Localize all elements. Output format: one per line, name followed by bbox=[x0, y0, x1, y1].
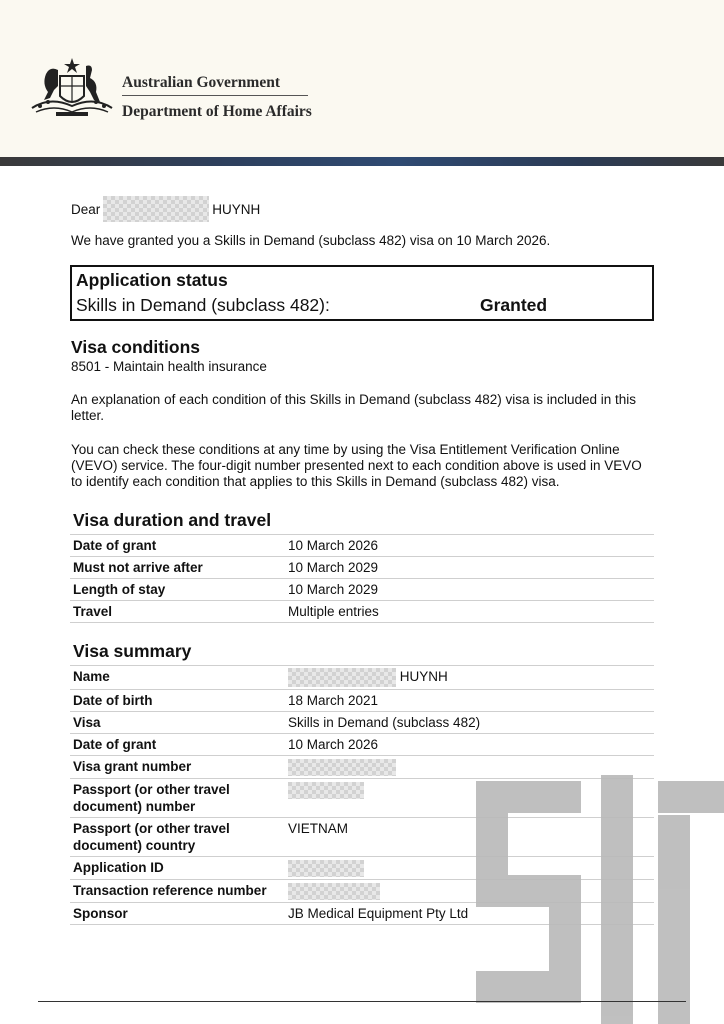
row-value: 18 March 2021 bbox=[285, 690, 654, 712]
table-row bbox=[70, 579, 654, 601]
row-value: 10 March 2026 bbox=[285, 535, 654, 557]
table-row bbox=[70, 734, 654, 756]
row-label: Application ID bbox=[70, 856, 285, 879]
coat-of-arms-icon bbox=[26, 56, 118, 120]
row-label: Visa grant number bbox=[70, 756, 285, 779]
visa-duration-table bbox=[70, 534, 654, 623]
row-value: HUYNH bbox=[399, 669, 448, 685]
salutation-word: Dear bbox=[71, 201, 101, 217]
condition-item: 8501 - Maintain health insurance bbox=[71, 359, 267, 374]
department-name: Department of Home Affairs bbox=[122, 103, 312, 120]
row-label: Name bbox=[70, 666, 285, 690]
row-label: Date of grant bbox=[70, 734, 285, 756]
visa-conditions-heading: Visa conditions bbox=[71, 337, 201, 357]
row-label: Transaction reference number bbox=[70, 879, 285, 902]
row-label: Travel bbox=[70, 601, 285, 623]
visa-summary-heading: Visa summary bbox=[73, 641, 192, 661]
table-row bbox=[70, 666, 654, 690]
status-value: Granted bbox=[480, 295, 548, 315]
row-value: 10 March 2029 bbox=[285, 557, 654, 579]
salutation bbox=[71, 196, 260, 222]
header-band bbox=[0, 157, 724, 166]
row-label: Passport (or other travel document) country bbox=[70, 817, 285, 856]
table-row bbox=[70, 712, 654, 734]
table-row bbox=[70, 557, 654, 579]
row-label: Date of grant bbox=[70, 535, 285, 557]
redacted-application-id bbox=[288, 860, 364, 877]
letterhead bbox=[0, 0, 724, 158]
row-value: VIETNAM bbox=[285, 817, 654, 856]
org-divider bbox=[122, 95, 308, 96]
table-row bbox=[70, 601, 654, 623]
row-label: Date of birth bbox=[70, 690, 285, 712]
table-row bbox=[70, 690, 654, 712]
row-value: Multiple entries bbox=[285, 601, 654, 623]
redacted-transaction-reference bbox=[288, 883, 380, 900]
redacted-given-name bbox=[288, 668, 396, 687]
redacted-given-name bbox=[103, 196, 209, 222]
row-label: Visa bbox=[70, 712, 285, 734]
row-value: 10 March 2026 bbox=[285, 734, 654, 756]
salutation-surname: HUYNH bbox=[212, 201, 261, 217]
grant-intro: We have granted you a Skills in Demand (subclass 482) visa on 10 March 2026. bbox=[71, 233, 551, 248]
name-value-cell bbox=[285, 666, 654, 690]
vevo-explanation: You can check these conditions at any time by using the Visa Entitlement Verification Online (VEVO) service. The four-digit number presented next to each condition above is used in VEVO to identify each condition that applies to this Skills in Demand (subclass 482) visa. bbox=[71, 442, 642, 489]
org-name: Australian Government bbox=[122, 74, 281, 91]
row-value: 10 March 2029 bbox=[285, 579, 654, 601]
conditions-explanation: An explanation of each condition of this Skills in Demand (subclass 482) visa is included in this letter. bbox=[71, 392, 637, 423]
row-label: Sponsor bbox=[70, 902, 285, 924]
row-label: Length of stay bbox=[70, 579, 285, 601]
row-label: Passport (or other travel document) number bbox=[70, 778, 285, 817]
application-status-box bbox=[70, 265, 654, 321]
row-value: JB Medical Equipment Pty Ltd bbox=[285, 902, 654, 924]
row-value: Skills in Demand (subclass 482) bbox=[285, 712, 654, 734]
footer-divider bbox=[38, 1001, 686, 1002]
visa-duration-heading: Visa duration and travel bbox=[73, 510, 272, 530]
row-label: Must not arrive after bbox=[70, 557, 285, 579]
watermark-logo-icon bbox=[476, 775, 724, 1024]
table-row bbox=[70, 535, 654, 557]
redacted-visa-grant-number bbox=[288, 759, 396, 776]
status-label: Skills in Demand (subclass 482): bbox=[76, 295, 330, 315]
status-title: Application status bbox=[76, 270, 228, 290]
redacted-passport-number bbox=[288, 782, 364, 799]
